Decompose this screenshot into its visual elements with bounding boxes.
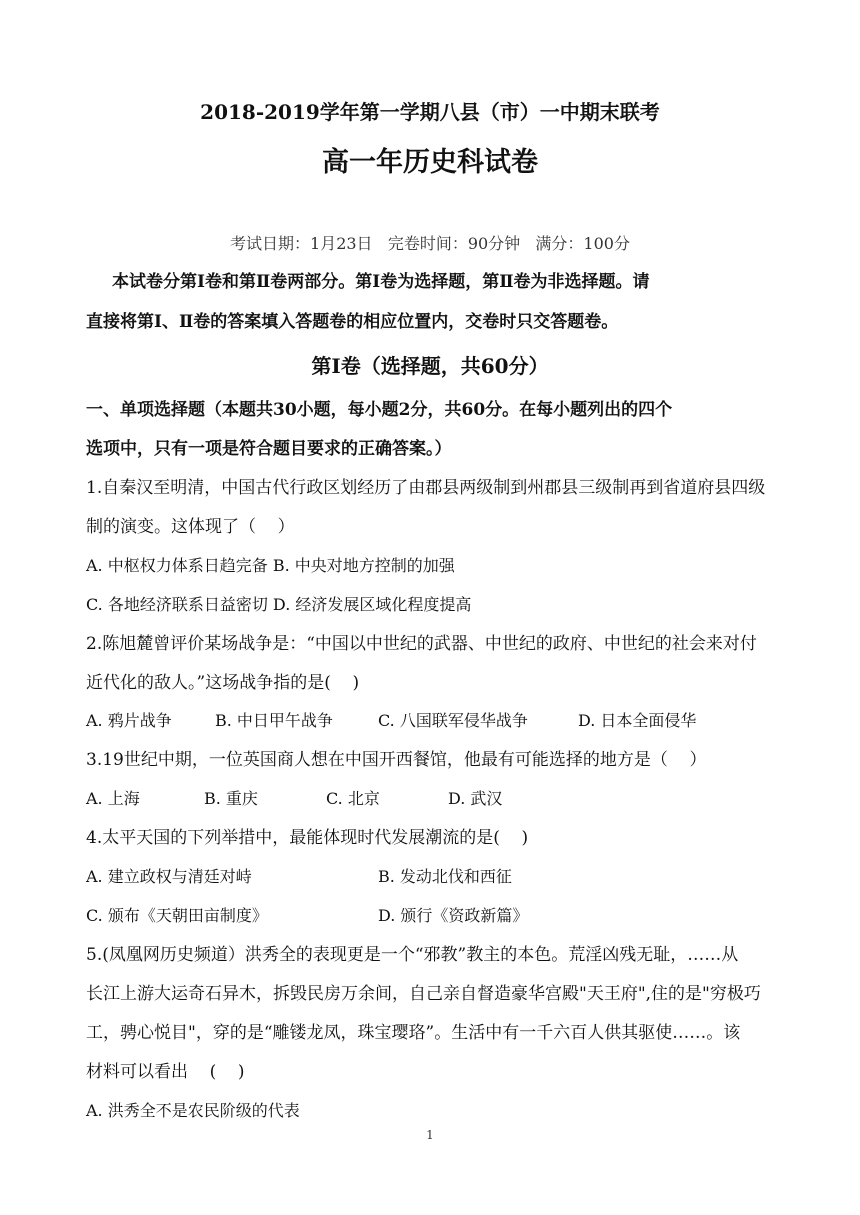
- question-5-line: 工，骋心悦目"，穿的是“雕镂龙凤，珠宝璎珞”。生活中有一千六百人供其驱使……。该: [86, 1023, 741, 1043]
- question-4-option-c: C. 颁布《天朝田亩制度》: [86, 906, 268, 925]
- question-4-option-b: B. 发动北伐和西征: [378, 867, 512, 886]
- question-2-line: 2.陈旭麓曾评价某场战争是：“中国以中世纪的武器、中世纪的政府、中世纪的社会来对付: [86, 634, 757, 654]
- question-2-option-d: D. 日本全面侵华: [578, 711, 697, 730]
- question-5-line: 材料可以看出 ( ): [86, 1062, 245, 1082]
- question-1-line: 制的演变。这体现了（ ）: [86, 517, 295, 537]
- question-2-line: 近代化的敌人。”这场战争指的是( ): [86, 673, 360, 693]
- question-4-option-d: D. 颁行《资政新篇》: [378, 906, 529, 925]
- question-3-line: 3.19世纪中期，一位英国商人想在中国开西餐馆，他最有可能选择的地方是（ ）: [86, 750, 707, 770]
- question-1-option-row-2: C. 各地经济联系日益密切 D. 经济发展区域化程度提高: [86, 595, 472, 614]
- question-4-line: 4.太平天国的下列举措中，最能体现时代发展潮流的是( ): [86, 828, 529, 848]
- question-1-line: 1.自秦汉至明清，中国古代行政区划经历了由郡县两级制到州郡县三级制再到省道府县四级: [86, 478, 766, 498]
- section-title: 第Ⅰ卷（选择题，共60分）: [311, 354, 549, 378]
- question-2-option-b: B. 中日甲午战争: [215, 711, 333, 730]
- question-3-option-a: A. 上海: [86, 789, 140, 808]
- question-2-options: [86, 709, 786, 733]
- question-3-option-d: D. 武汉: [448, 789, 503, 808]
- part-heading-line: 选项中，只有一项是符合题目要求的正确答案。）: [86, 439, 452, 459]
- question-1-options-row: [86, 554, 786, 578]
- instruction-line: 直接将第Ⅰ、Ⅱ卷的答案填入答题卷的相应位置内，交卷时只交答题卷。: [86, 312, 619, 332]
- exam-title: 2018-2019学年第一学期八县（市）一中期末联考: [200, 100, 660, 124]
- instruction-line: 本试卷分第Ⅰ卷和第Ⅱ卷两部分。第Ⅰ卷为选择题，第Ⅱ卷为非选择题。请: [112, 272, 650, 292]
- question-5-line: 5.(凤凰网历史频道）洪秀全的表现更是一个“邪教”教主的本色。荒淫凶残无耻，……从: [86, 945, 739, 965]
- page-number: 1: [426, 1128, 434, 1142]
- question-5-option-a: A. 洪秀全不是农民阶级的代表: [86, 1101, 300, 1120]
- question-3-option-b: B. 重庆: [204, 789, 258, 808]
- exam-info: 考试日期：1月23日 完卷时间：90分钟 满分：100分: [230, 234, 630, 253]
- question-3-options: [86, 787, 786, 811]
- question-4-options: [86, 865, 786, 889]
- question-2-option-a: A. 鸦片战争: [86, 711, 172, 730]
- question-4-option-a: A. 建立政权与清廷对峙: [86, 867, 252, 886]
- question-4-options: [86, 904, 786, 928]
- question-1-options-row: [86, 593, 786, 617]
- question-5-line: 长江上游大运奇石异木，拆毁民房万余间，自己亲自督造豪华宫殿"天王府",住的是"穷极巧: [86, 984, 761, 1004]
- subject-title: 高一年历史科试卷: [322, 147, 538, 178]
- question-2-option-c: C. 八国联军侵华战争: [378, 711, 528, 730]
- part-heading-line: 一、单项选择题（本题共30小题，每小题2分，共60分。在每小题列出的四个: [86, 400, 673, 420]
- question-1-option-row-1: A. 中枢权力体系日趋完备 B. 中央对地方控制的加强: [86, 556, 455, 575]
- question-3-option-c: C. 北京: [326, 789, 380, 808]
- question-5-options: [86, 1099, 786, 1123]
